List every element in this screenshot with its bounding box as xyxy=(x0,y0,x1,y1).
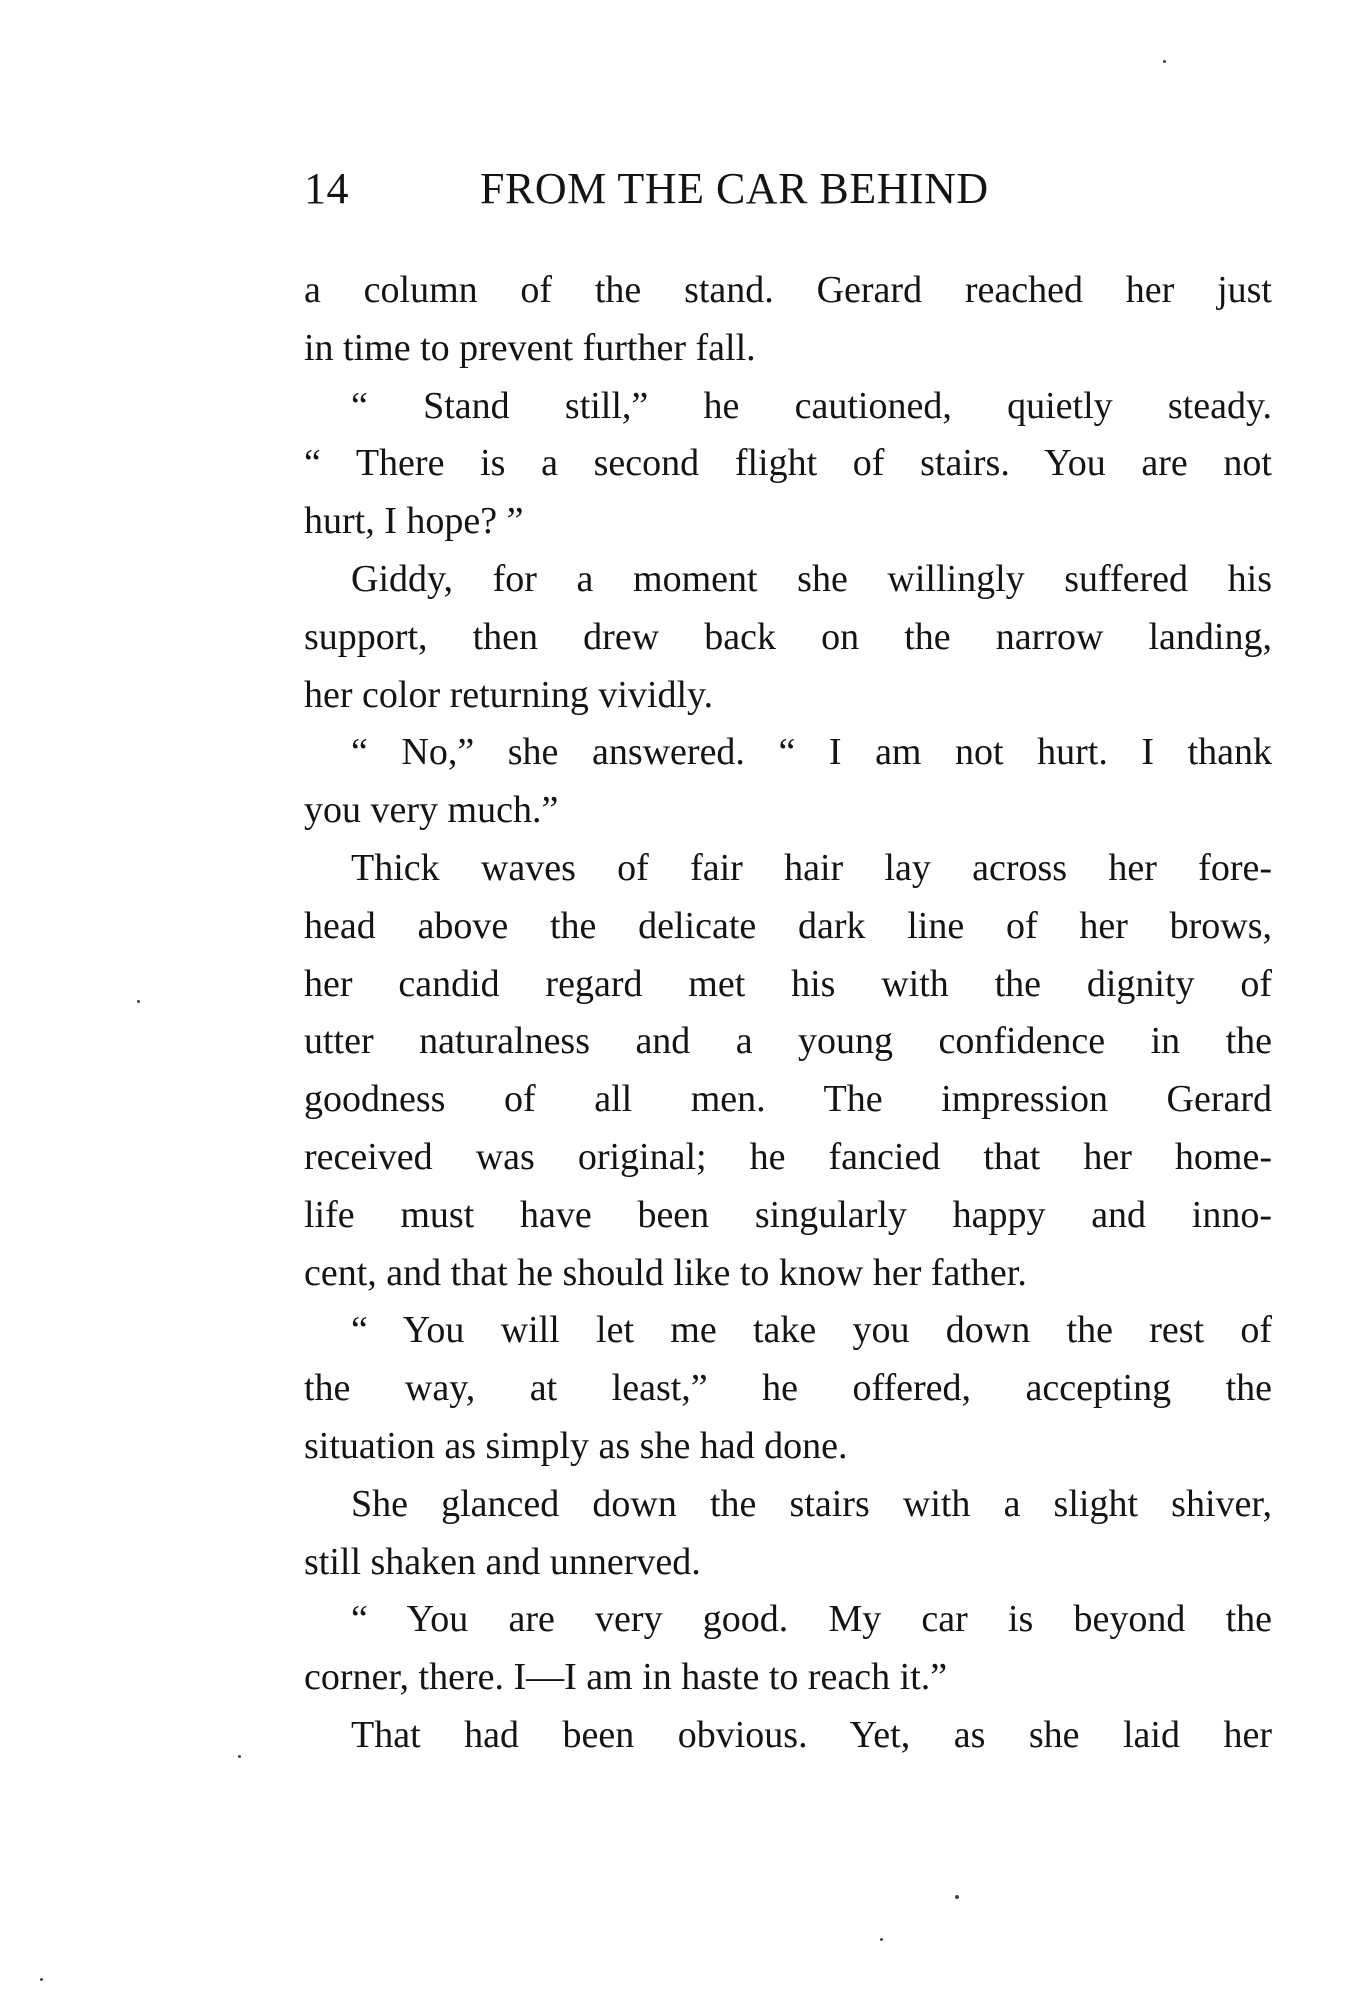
text-line: “ No,” she answered. “ I am not hurt. I thank xyxy=(351,731,1272,774)
page-header xyxy=(304,163,1084,223)
paper-speck xyxy=(880,1938,883,1941)
text-line: That had been obvious. Yet, as she laid her xyxy=(351,1713,1272,1756)
paper-speck xyxy=(1163,60,1166,63)
text-line: “ You are very good. My car is beyond the xyxy=(351,1598,1272,1641)
text-line: “ Stand still,” he cautioned, quietly steady. xyxy=(351,384,1272,427)
text-line: her color returning vividly. xyxy=(304,673,714,716)
paper-speck xyxy=(137,1000,140,1003)
text-line: received was original; he fancied that her home- xyxy=(304,1135,1272,1178)
text-line: Thick waves of fair hair lay across her fore- xyxy=(351,846,1272,889)
running-title: FROM THE CAR BEHIND xyxy=(480,164,989,213)
text-line: corner, there. I—I am in haste to reach it.” xyxy=(304,1656,948,1699)
text-line: a column of the stand. Gerard reached her just xyxy=(304,269,1272,311)
text-line: Giddy, for a moment she willingly suffered his xyxy=(351,557,1272,600)
text-line: in time to prevent further fall. xyxy=(304,326,756,369)
body-text xyxy=(304,262,1272,1765)
text-line: the way, at least,” he offered, accepting the xyxy=(304,1367,1272,1410)
text-line: life must have been singularly happy and inno- xyxy=(304,1193,1272,1236)
text-line: situation as simply as she had done. xyxy=(304,1424,848,1467)
text-line: support, then drew back on the narrow landing, xyxy=(304,615,1272,658)
page-number: 14 xyxy=(304,164,349,213)
text-line: her candid regard met his with the dignity of xyxy=(304,962,1272,1005)
text-line: still shaken and unnerved. xyxy=(304,1540,701,1583)
text-line: head above the delicate dark line of her brows, xyxy=(304,904,1272,947)
paper-speck xyxy=(40,1978,43,1981)
text-line: “ There is a second flight of stairs. You are not xyxy=(304,442,1272,485)
text-line: She glanced down the stairs with a slight shiver, xyxy=(351,1482,1272,1525)
text-line: “ You will let me take you down the rest of xyxy=(351,1309,1272,1352)
text-line: cent, and that he should like to know her father. xyxy=(304,1251,1027,1294)
text-line: you very much.” xyxy=(304,789,559,832)
text-line: goodness of all men. The impression Gerard xyxy=(304,1078,1272,1121)
text-line: hurt, I hope? ” xyxy=(304,500,524,543)
paper-speck xyxy=(955,1895,959,1899)
paper-speck xyxy=(238,1755,241,1758)
text-line: utter naturalness and a young confidence in the xyxy=(304,1020,1272,1063)
